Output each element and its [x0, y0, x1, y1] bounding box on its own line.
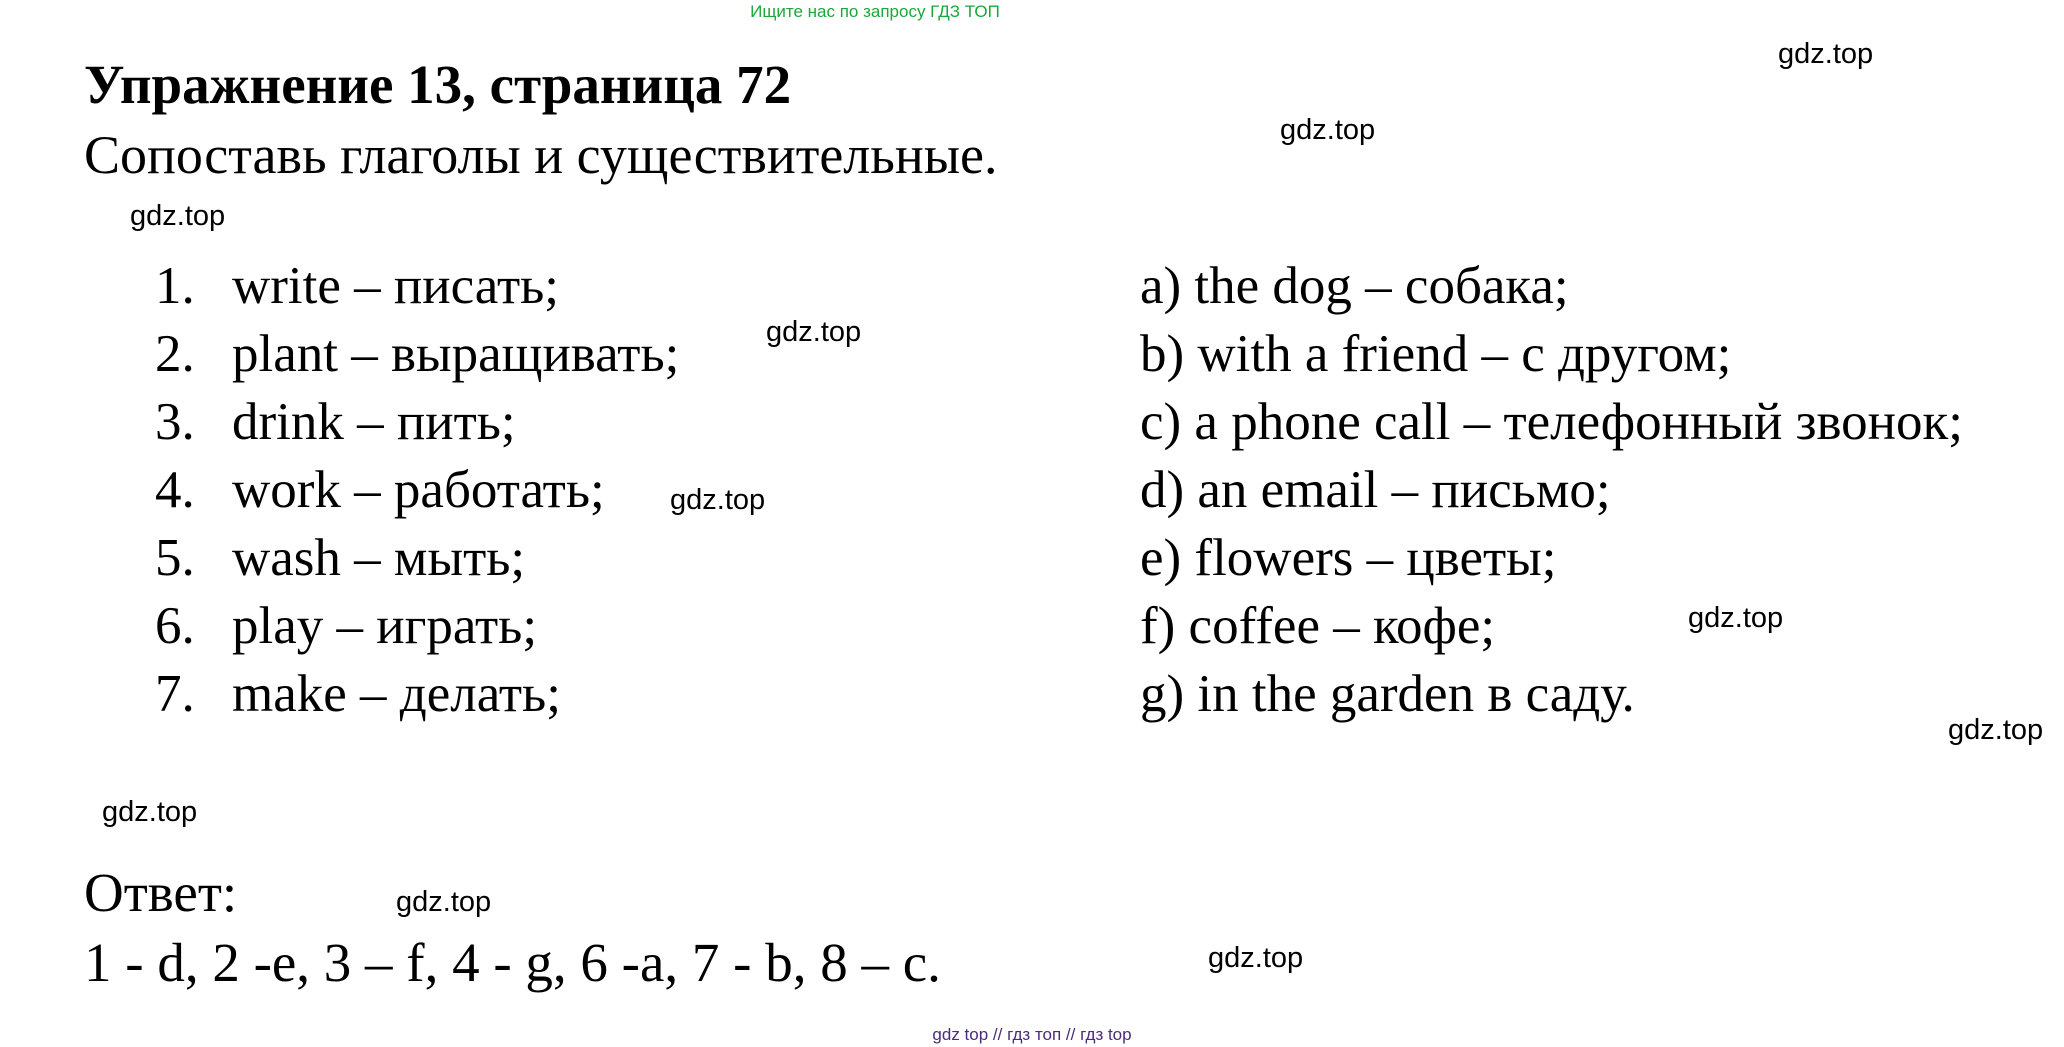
watermark: gdz.top	[766, 316, 862, 348]
watermark: gdz.top	[1948, 714, 2044, 746]
item-text: plant – выращивать;	[232, 325, 680, 383]
list-item	[155, 252, 679, 320]
watermark: gdz.top	[1208, 942, 1304, 974]
watermark: gdz.top	[1280, 114, 1376, 146]
watermark: gdz.top	[1688, 602, 1784, 634]
list-item: a) the dog – собака;	[1140, 257, 1569, 315]
list-item: d) an email – письмо;	[1140, 461, 1611, 519]
list-item: e) flowers – цветы;	[1140, 529, 1557, 587]
item-text: work – работать;	[232, 461, 605, 519]
answer-label: Ответ:	[84, 862, 238, 923]
item-number: 2.	[155, 325, 195, 383]
item-number: 1.	[155, 257, 195, 315]
item-number: 7.	[155, 665, 195, 723]
answer-text: 1 - d, 2 -e, 3 – f, 4 - g, 6 -a, 7 - b, 8 – c.	[84, 932, 941, 993]
item-number: 4.	[155, 461, 195, 519]
list-item: f) coffee – кофе;	[1140, 597, 1496, 655]
watermark: gdz.top	[102, 796, 198, 828]
item-text: drink – пить;	[232, 393, 516, 451]
list-item	[155, 524, 679, 592]
list-item	[155, 388, 679, 456]
list-item	[155, 456, 679, 524]
item-text: play – играть;	[232, 597, 538, 655]
top-banner[interactable]: Ищите нас по запросу ГДЗ ТОП	[750, 2, 1000, 21]
list-item	[155, 660, 679, 728]
list-item	[155, 320, 679, 388]
nouns-list	[1140, 252, 2040, 728]
list-item	[155, 592, 679, 660]
watermark: gdz.top	[670, 484, 766, 516]
list-item: c) a phone call – телефонный звонок;	[1140, 393, 1964, 451]
exercise-instruction: Сопоставь глаголы и существительные.	[84, 125, 998, 185]
item-text: write – писать;	[232, 257, 560, 315]
list-item: g) in the garden в саду.	[1140, 665, 1635, 723]
watermark: gdz.top	[396, 886, 492, 918]
item-number: 3.	[155, 393, 195, 451]
verbs-list	[155, 252, 679, 728]
list-item: b) with a friend – с другом;	[1140, 325, 1732, 383]
watermark: gdz.top	[130, 200, 226, 232]
watermark: gdz.top	[1778, 38, 1874, 70]
item-text: make – делать;	[232, 665, 561, 723]
bottom-banner[interactable]: gdz top // гдз топ // гдз top	[932, 1025, 1132, 1044]
item-text: wash – мыть;	[232, 529, 526, 587]
exercise-title: Упражнение 13, страница 72	[84, 54, 792, 115]
item-number: 6.	[155, 597, 195, 655]
item-number: 5.	[155, 529, 195, 587]
